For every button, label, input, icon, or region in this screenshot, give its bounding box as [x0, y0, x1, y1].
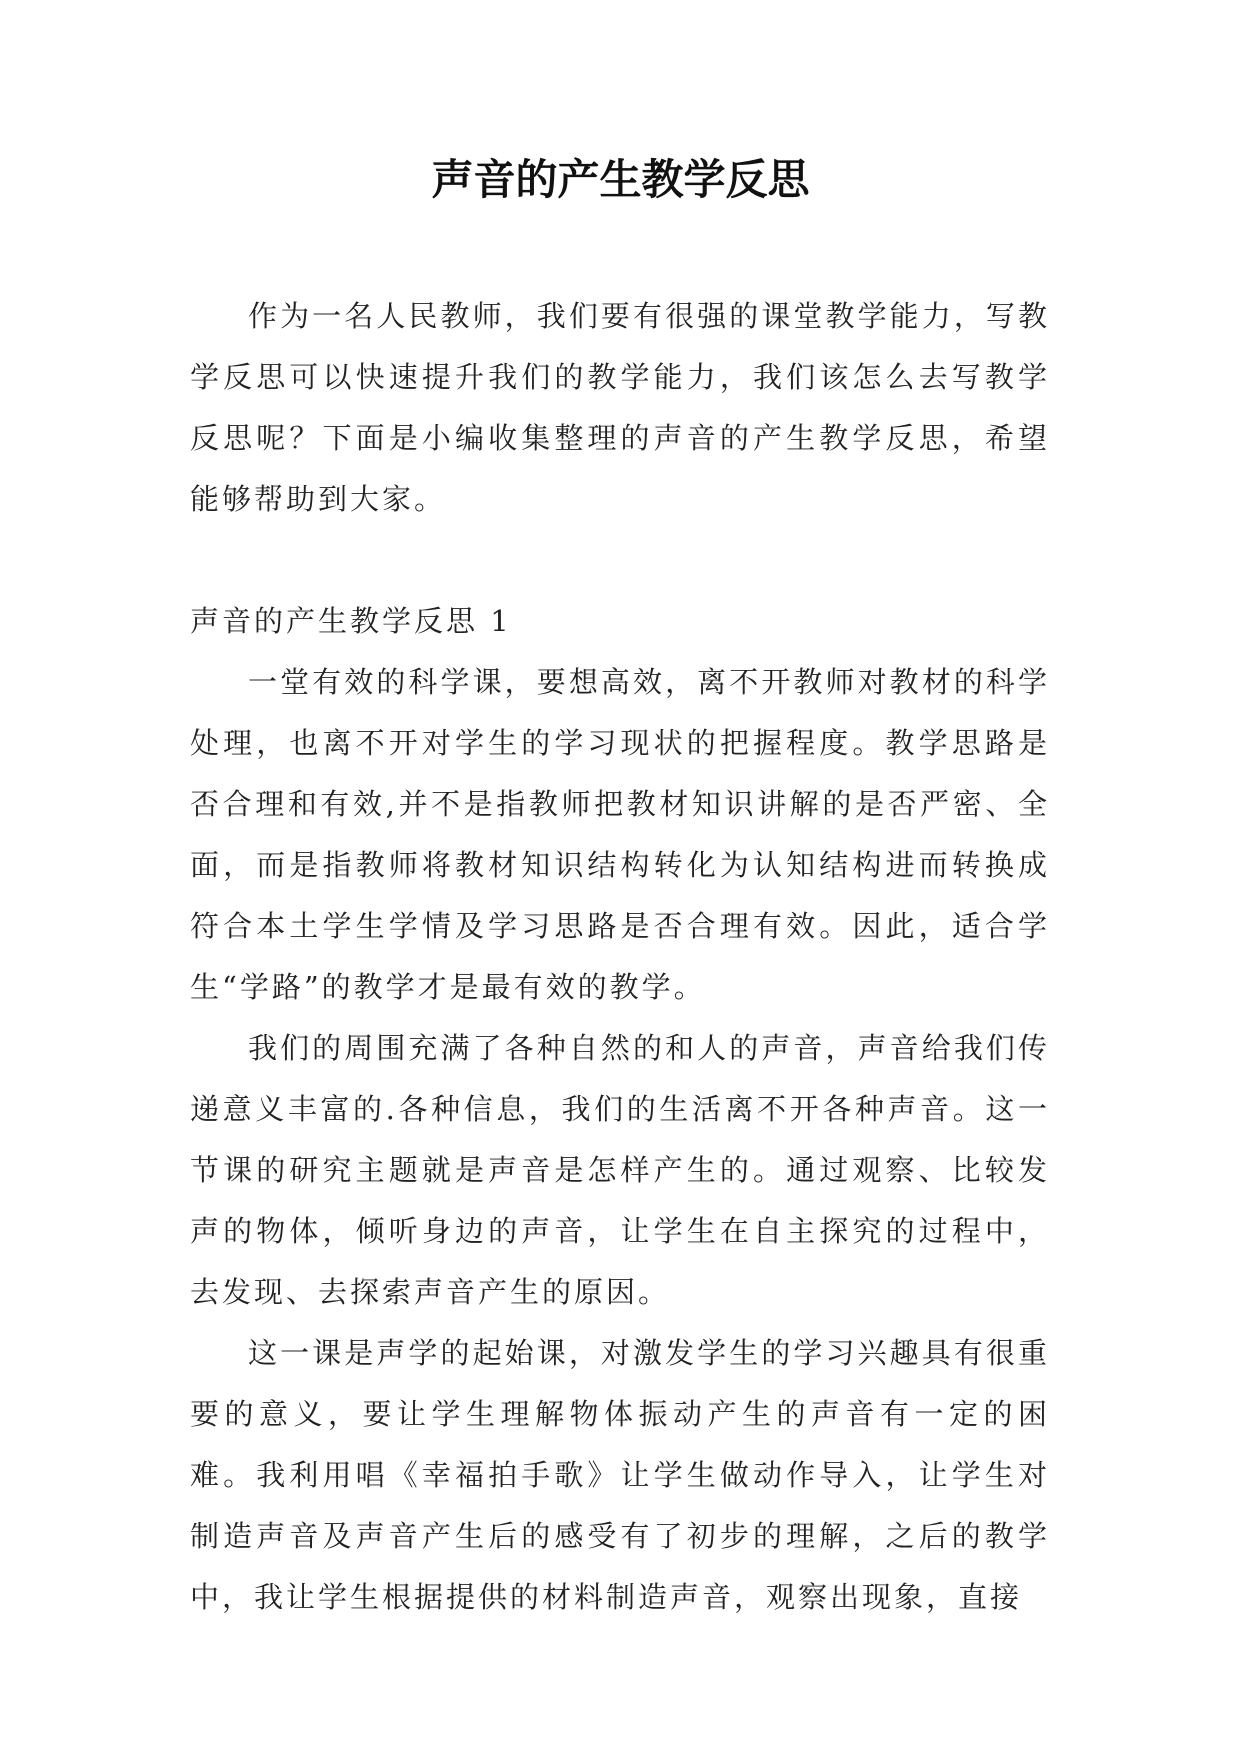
intro-paragraph: 作为一名人民教师，我们要有很强的课堂教学能力，写教学反思可以快速提升我们的教学能力，我们该怎么去写教学反思呢？下面是小编收集整理的声音的产生教学反思，希望能够帮助到大家。 [190, 299, 1050, 516]
section-heading: 声音的产生教学反思 1 [190, 604, 512, 638]
document-title: 声音的产生教学反思 [431, 155, 810, 204]
body-paragraph: 一堂有效的科学课，要想高效，离不开教师对教材的科学处理，也离不开对学生的学习现状的把握程度。教学思路是否合理和有效,并不是指教师把教材知识讲解的是否严密、全面，而是指教师将教材知识结构转化为认知结构进而转换成符合本土学生学情及学习思路是否合理有效。因此，适合学生“学路”的教学才是最有效的教学。 [190, 665, 1050, 1004]
body-paragraph: 我们的周围充满了各种自然的和人的声音，声音给我们传递意义丰富的.各种信息，我们的生活离不开各种声音。这一节课的研究主题就是声音是怎样产生的。通过观察、比较发声的物体，倾听身边的声音，让学生在自主探究的过程中，去发现、去探索声音产生的原因。 [190, 1031, 1050, 1309]
body-paragraph: 这一课是声学的起始课，对激发学生的学习兴趣具有很重要的意义，要让学生理解物体振动产生的声音有一定的困难。我利用唱《幸福拍手歌》让学生做动作导入，让学生对制造声音及声音产生后的感受有了初步的理解，之后的教学中，我让学生根据提供的材料制造声音，观察出现象，直接 [190, 1336, 1050, 1614]
document-body [190, 286, 1050, 1628]
